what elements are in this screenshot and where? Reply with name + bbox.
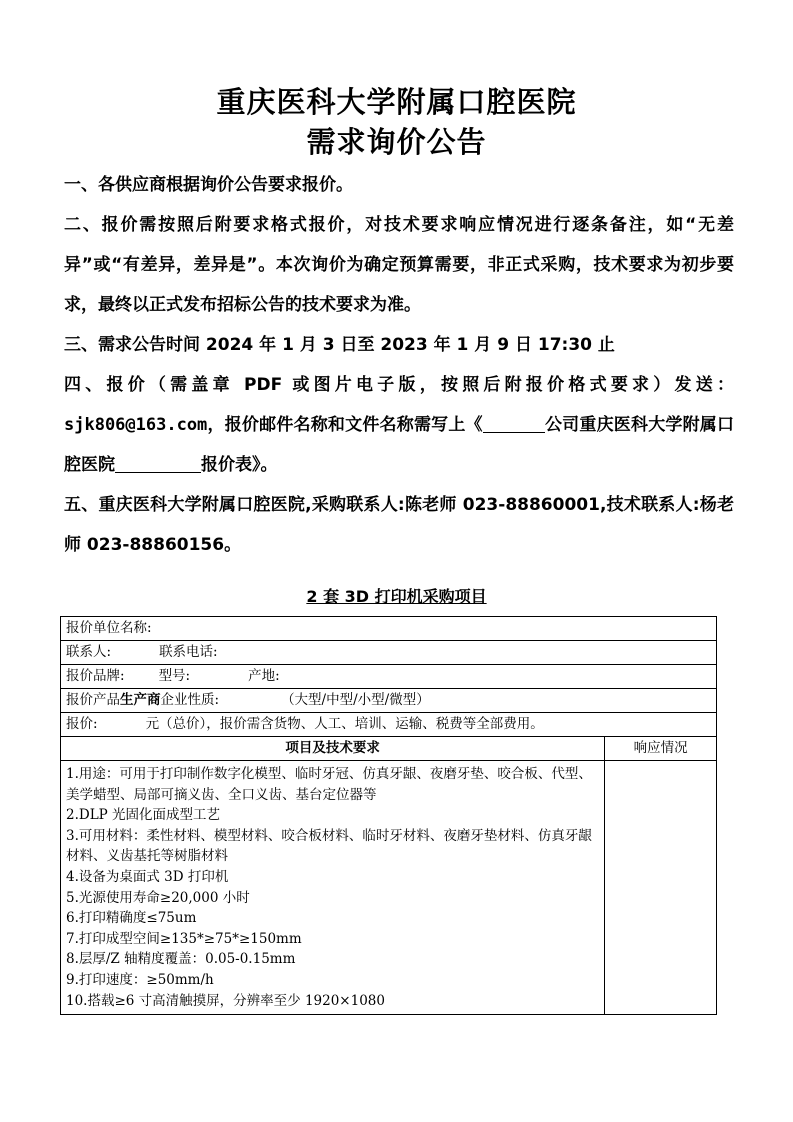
notice-item-4-hospital: 公司重庆医科大学附属口腔医院 [64,415,735,475]
notice-item-5: 五、重庆医科大学附属口腔医院,采购联系人:陈老师 023-88860001,技术联系人:杨老师 023-88860156。 [64,495,734,555]
price-cell [61,713,717,737]
requirement-item: 8.层厚/Z 轴精度覆盖：0.05-0.15mm [66,951,296,968]
email-address[interactable]: sjk806@163.com [64,415,208,435]
origin-label: 产地: [248,668,280,684]
table-row [61,641,717,665]
notice-item-2: 二、报价需按照后附要求格式报价，对技术要求响应情况进行逐条备注，如“无差异”或“有差异，差异是”。本次询价为确定预算需要，非正式采购，技术要求为初步要求，最终以正式发布招标公告的技术要求为准。 [64,215,734,315]
requirement-item: 6.打印精确度≤75um [66,910,197,927]
requirements-header: 项目及技术要求 [61,737,605,761]
table-row [61,689,717,713]
company-name-blank [483,414,545,433]
table-row [61,713,717,737]
model-label: 型号: [158,668,191,684]
requirements-cell [61,761,605,1015]
company-type-label: 企业性质: [160,692,220,708]
notice-item-4-suffix: 报价表》。 [201,455,278,475]
contact-cell [61,641,717,665]
requirement-item: 3.可用材料：柔性材料、模型材料、咬合板材料、临时牙材料、夜磨牙垫材料、仿真牙龈材料、义齿基托等树脂材料 [66,827,592,865]
table-header-row [61,737,717,761]
contact-label: 联系人: [66,644,112,660]
table-title: 2 套 3D 打印机采购项目 [306,587,487,606]
notice-item-4 [64,365,734,485]
notice-item-4-intro: 四、报价（需盖章 PDF 或图片电子版，按照后附报价格式要求）发送： [64,375,734,395]
item-name-blank [115,454,201,473]
table-row [61,665,717,689]
table-row [61,617,717,641]
price-label: 报价: [66,716,98,732]
response-header: 响应情况 [605,737,717,761]
company-size-options: （大型/中型/小型/微型） [281,692,430,708]
requirement-item: 2.DLP 光固化面成型工艺 [66,807,221,824]
requirement-item: 10.搭载≥6 寸高清触摸屏，分辨率至少 1920×1080 [66,992,385,1009]
phone-label: 联系电话: [159,644,218,660]
requirement-item: 1.用途：可用于打印制作数字化模型、临时牙冠、仿真牙龈、夜磨牙垫、咬合板、代型、美学蜡型、局部可摘义齿、全口义齿、基台定位器等 [66,766,592,803]
quoter-name-label: 报价单位名称: [66,620,152,636]
product-prefix: 报价产品 [66,692,120,708]
hospital-title: 重庆医科大学附属口腔医院 [216,85,577,119]
price-note: 元（总价），报价需含货物、人工、培训、运输、税费等全部费用。 [145,716,544,732]
notice-title: 需求询价公告 [306,125,487,159]
requirement-item: 9.打印速度：≥50mm/h [66,971,214,988]
notice-item-1: 一、各供应商根据询价公告要求报价。 [64,175,353,195]
requirement-item: 7.打印成型空间≥135*≥75*≥150mm [66,930,302,947]
quoter-name-cell [61,617,717,641]
table-row [61,761,717,1015]
quote-table [60,616,717,1015]
notice-item-3: 三、需求公告时间 2024 年 1 月 3 日至 2023 年 1 月 9 日 17:30 止 [64,335,615,355]
notice-item-4-naming: ，报价邮件名称和文件名称需写上《 [207,415,483,435]
response-cell[interactable] [605,761,717,1015]
manufacturer-label: 生产商 [120,692,161,708]
requirement-item: 5.光源使用寿命≥20,000 小时 [66,889,250,906]
brand-cell [61,665,717,689]
brand-label: 报价品牌: [66,668,125,684]
requirement-item: 4.设备为桌面式 3D 打印机 [66,868,229,885]
company-type-cell [61,689,717,713]
